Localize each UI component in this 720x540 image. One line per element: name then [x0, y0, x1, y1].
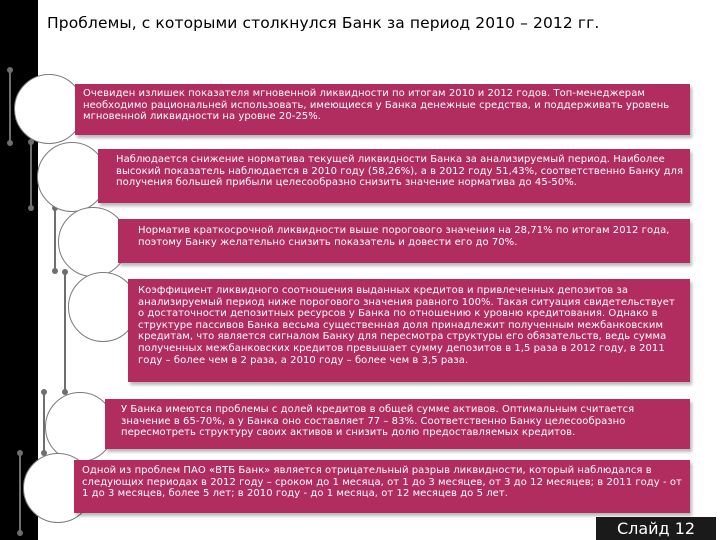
slide-title: Проблемы, с которыми столкнулся Банк за период 2010 – 2012 гг.: [47, 14, 600, 32]
slide-number-badge: Слайд 12: [596, 517, 716, 540]
connector-line: [19, 453, 21, 533]
list-item-5: [105, 399, 690, 449]
list-item-text: Коэффициент ликвидного соотношения выданных кредитов и привлеченных депозитов за анализируемый период ниже порогового значения равного 100%. Такая ситуация свидетельствует о достаточности депозитных ресурсов у Банка по отношению к уровню кредитования. Однако в структуре пассивов Банка весьма существенная доля принадлежит полученным межбанковским кредитам, что является сигналом Банку для пересмотра структуры его обязательств, ведь сумма полученных межбанковских кредитов превышает сумму депозитов в 1,5 раза в 2012 году, в 2011 году – более чем в 2 раза, а 2010 году – более чем в 3,5 раза.: [138, 285, 675, 366]
list-item-6: [74, 460, 690, 513]
connector-line: [64, 272, 66, 392]
connector-line: [9, 70, 11, 143]
list-item-text: Наблюдается снижение норматива текущей ликвидности Банка за анализируемый период. Наиболее высокий показатель наблюдается в 2010 году (58,26%), а в 2012 году 51,43%, соответственно Банку для получения большей прибыли целесообразно снизить значение норматива до 45-50%.: [116, 154, 684, 189]
list-item-4: [128, 279, 690, 382]
list-item-1: [75, 84, 690, 135]
list-item-text: Одной из проблем ПАО «ВТБ Банк» является отрицательный разрыв ликвидности, который наблюдался в следующих периодах в 2012 году – сроком до 1 месяца, от 1 до 3 месяцев, от 3 до 12 месяцев; в 2011 году - от 1 до 3 месяцев, более 5 лет; в 2010 году - до 1 месяца, от 12 месяцев до 5 лет.: [82, 465, 682, 500]
list-item-2: [98, 149, 690, 203]
bullet-circle: [14, 74, 84, 144]
connector-line: [30, 142, 32, 208]
connector-line: [54, 208, 56, 271]
bullet-circle: [37, 142, 107, 212]
list-item-text: Очевиден излишек показателя мгновенной ликвидности по итогам 2010 и 2012 годов. Топ-менеджерам необходимо рациональней использовать, имеющиеся у Банка денежные средства, и поддерживать уровень мгновенной ликвидности на уровне 20-25%.: [83, 88, 670, 123]
list-item-text: Норматив краткосрочной ликвидности выше порогового значения на 28,71% по итогам 2012 года, поэтому Банку желательно снизить показатель и довести его до 70%.: [138, 225, 670, 248]
list-item-3: [118, 219, 690, 263]
list-item-text: У Банка имеются проблемы с долей кредитов в общей сумме активов. Оптимальным считается значение в 65-70%, а у Банка оно составляет 77 – 83%. Соответственно Банку целесообразно пересмотреть структуру своих активов и снизить долю предоставляемых кредитов.: [121, 404, 635, 439]
